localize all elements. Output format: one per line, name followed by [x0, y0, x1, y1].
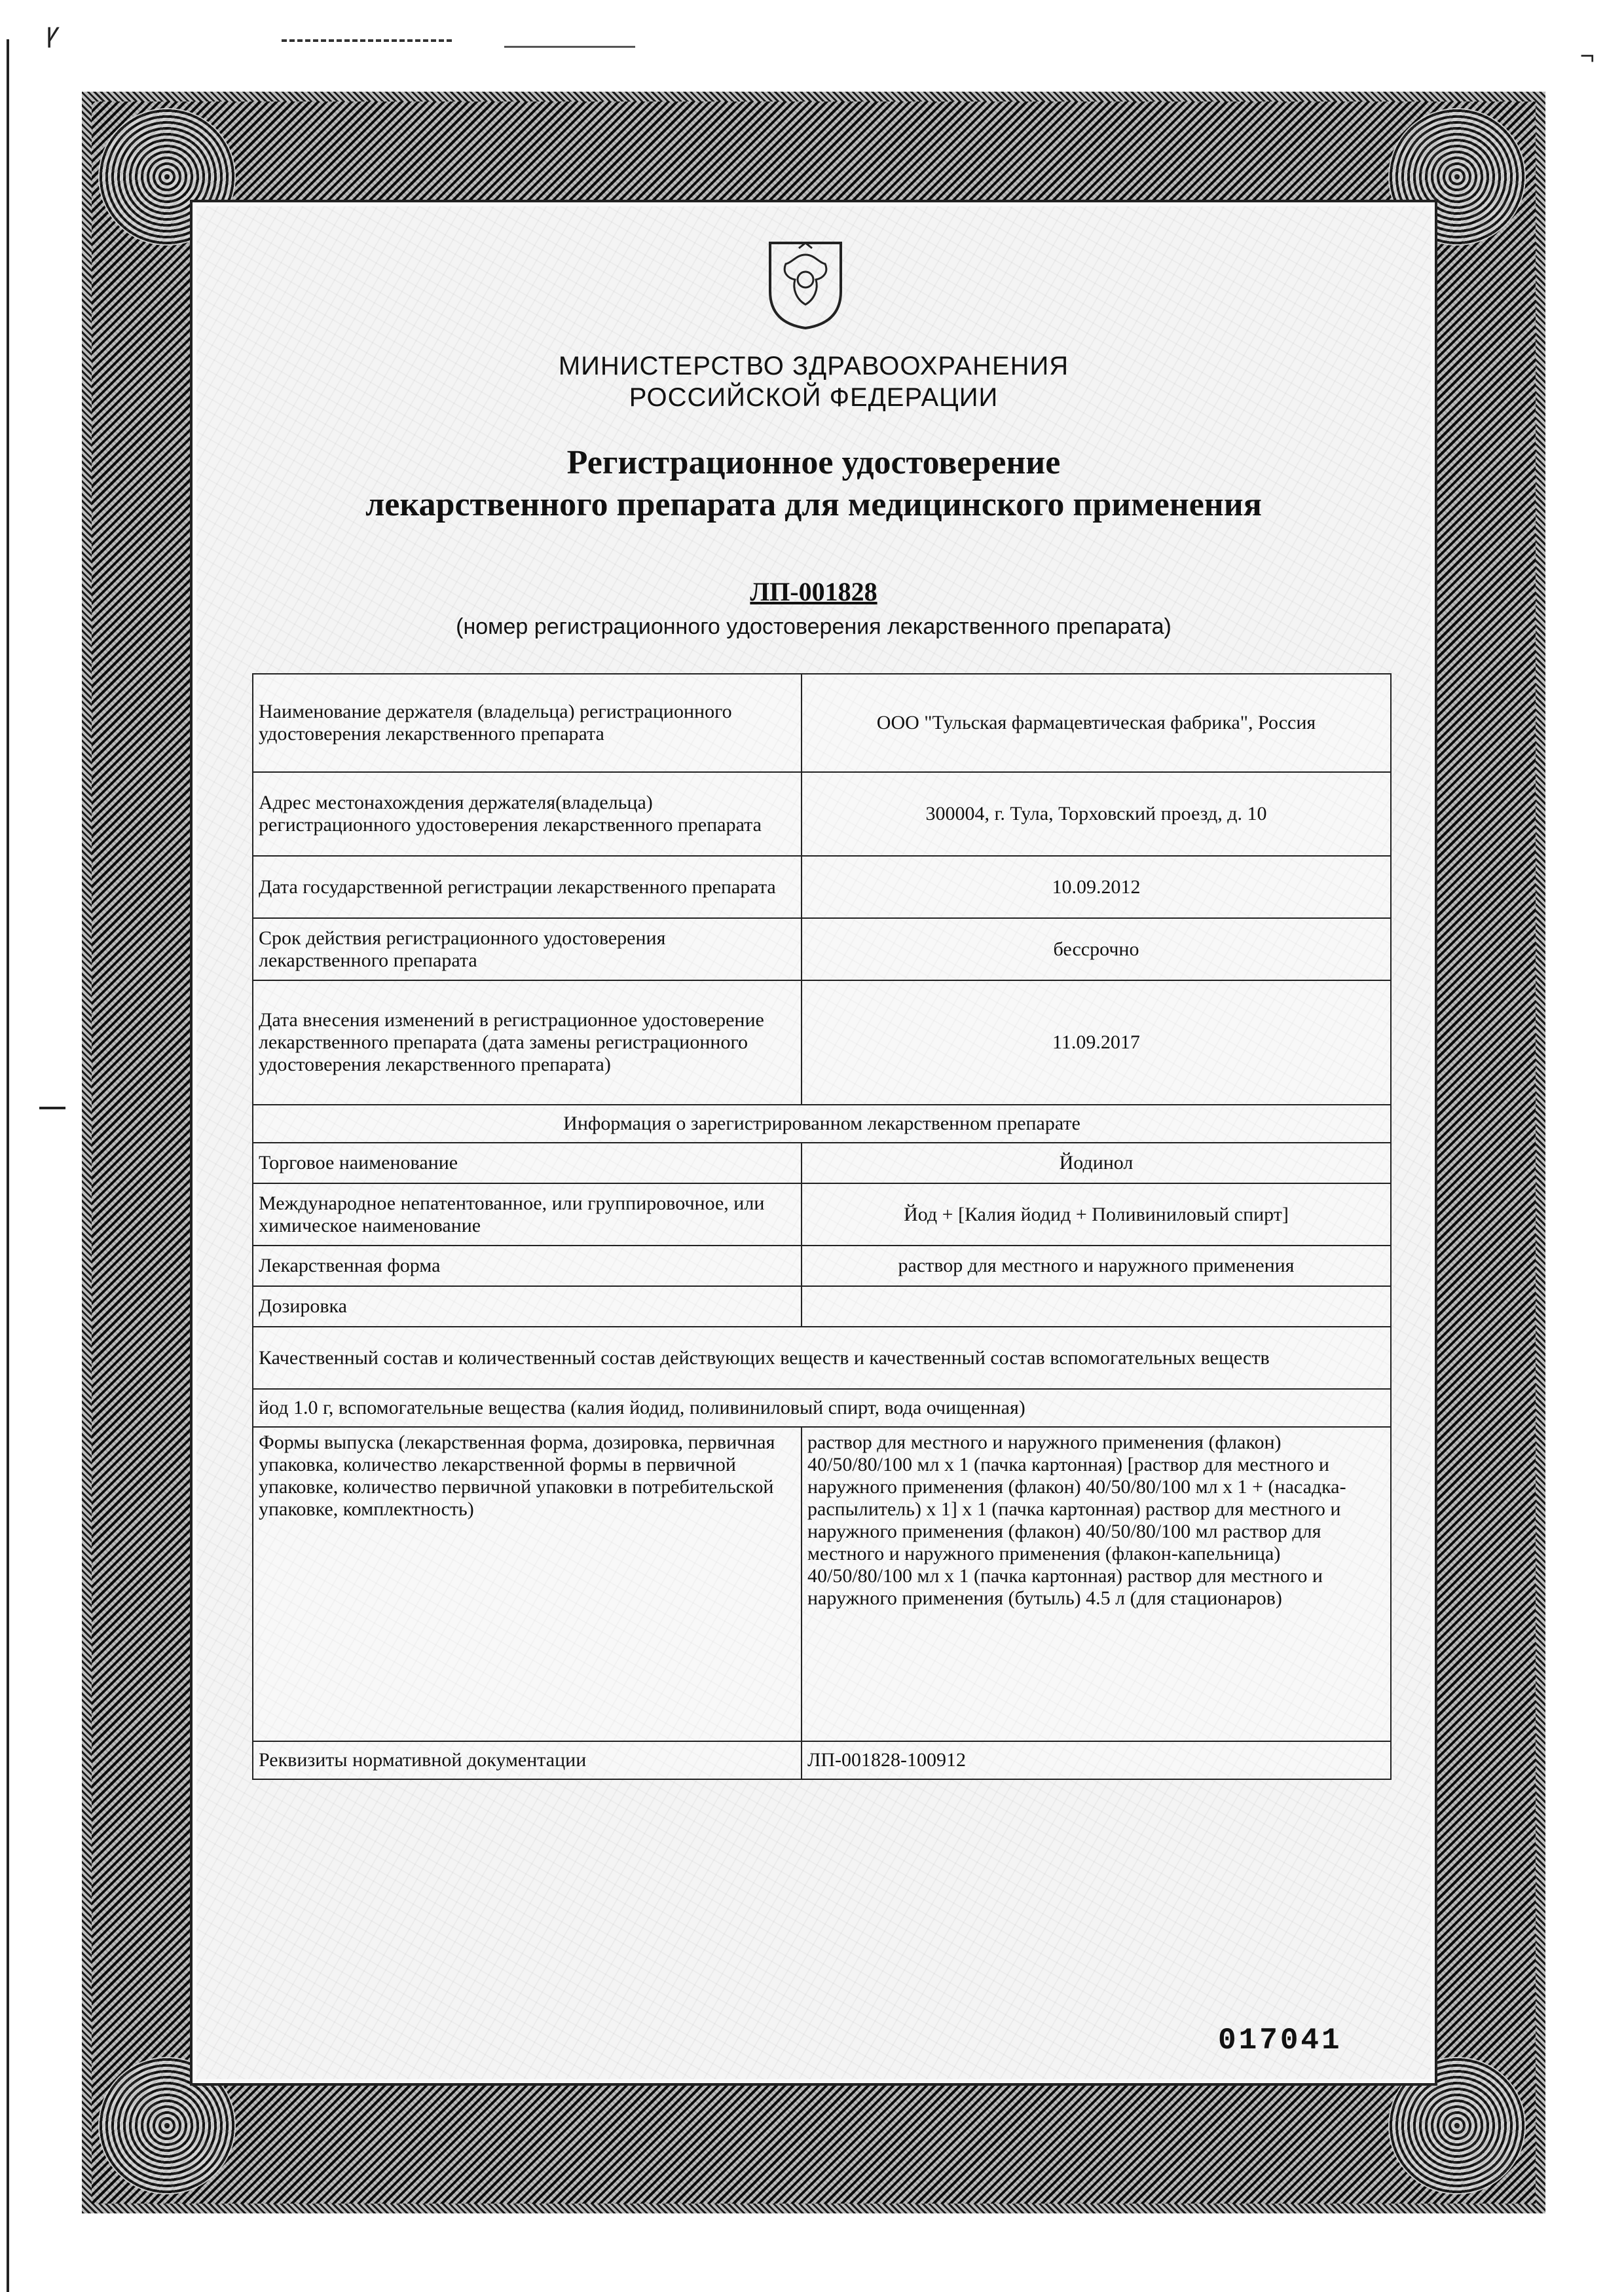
ministry-line-2: РОССИЙСКОЙ ФЕДЕРАЦИИ [629, 383, 999, 412]
table-row [253, 1327, 1391, 1389]
row-label: Международное непатентованное, или группировочное, или химическое наименование [253, 1183, 802, 1246]
row-label: Дата государственной регистрации лекарственного препарата [253, 856, 802, 918]
table-row [253, 1105, 1391, 1143]
table-row [253, 1183, 1391, 1246]
row-label: Срок действия регистрационного удостоверения лекарственного препарата [253, 918, 802, 980]
coat-of-arms-icon [766, 239, 845, 331]
row-value: Йодинол [802, 1143, 1391, 1183]
printer-imprint-strip [255, 2190, 1369, 2200]
info-heading: Информация о зарегистрированном лекарственном препарате [253, 1105, 1391, 1143]
forms-label: Формы выпуска (лекарственная форма, дозировка, первичная упаковка, количество лекарственной формы в первичной упаковке, количество первичной упаковки в потребительской упаковке, комплектность) [253, 1427, 802, 1741]
left-edge-line [7, 39, 14, 2292]
row-value: ООО "Тульская фармацевтическая фабрика", Россия [802, 674, 1391, 772]
row-label: Дозировка [253, 1286, 802, 1327]
table-row [253, 856, 1391, 918]
table-row [253, 1143, 1391, 1183]
ministry-line-1: МИНИСТЕРСТВО ЗДРАВООХРАНЕНИЯ [558, 352, 1069, 380]
normdoc-label: Реквизиты нормативной документации [253, 1741, 802, 1779]
table-row [253, 772, 1391, 856]
row-value: раствор для местного и наружного применения [802, 1246, 1391, 1286]
row-value [802, 1286, 1391, 1327]
table-row [253, 1389, 1391, 1427]
table-row [253, 980, 1391, 1105]
table-row [253, 1427, 1391, 1741]
scan-line-mark [504, 46, 635, 48]
table-row [253, 1741, 1391, 1779]
registration-number: ЛП-001828 [750, 577, 877, 606]
row-label: Адрес местонахождения держателя(владельца) регистрационного удостоверения лекарственного препарата [253, 772, 802, 856]
registration-table [252, 673, 1392, 1780]
corner-scribble: ꝩ [46, 18, 60, 47]
table-row [253, 1246, 1391, 1286]
title-line-2: лекарственного препарата для медицинского применения [365, 486, 1262, 523]
blank-serial-number: 017041 [1218, 2024, 1342, 2058]
fold-mark [39, 1107, 65, 1109]
normdoc-value: ЛП-001828-100912 [802, 1741, 1391, 1779]
row-value: Йод + [Калия йодид + Поливиниловый спирт] [802, 1183, 1391, 1246]
row-value: 300004, г. Тула, Торховский проезд, д. 10 [802, 772, 1391, 856]
row-value: 11.09.2017 [802, 980, 1391, 1105]
scan-line-mark [282, 39, 452, 42]
row-value: 10.09.2012 [802, 856, 1391, 918]
registration-number-caption: (номер регистрационного удостоверения лекарственного препарата) [456, 614, 1172, 639]
table-row [253, 918, 1391, 980]
row-label: Дата внесения изменений в регистрационное удостоверение лекарственного препарата (дата замены регистрационного удостоверения лекарственного препарата) [253, 980, 802, 1105]
title-line-1: Регистрационное удостоверение [566, 444, 1061, 481]
table-row [253, 674, 1391, 772]
row-label: Лекарственная форма [253, 1246, 802, 1286]
document-title [196, 442, 1431, 526]
forms-value: раствор для местного и наружного применения (флакон) 40/50/80/100 мл x 1 (пачка картонная) [раствор для местного и наружного применения (флакон) 40/50/80/100 мл x 1 + (насадка-распылитель) x 1] x 1 (пачка картонная) раствор для местного и наружного применения (флакон) 40/50/80/100 мл раствор для местного и наружного применения (флакон-капельница) 40/50/80/100 мл x 1 (пачка картонная) раствор для местного и наружного применения (бутыль) 4.5 л (для стационаров) [802, 1427, 1391, 1741]
row-label: Наименование держателя (владельца) регистрационного удостоверения лекарственного препарата [253, 674, 802, 772]
corner-mark: ¬ [1579, 43, 1595, 70]
composition-value: йод 1.0 г, вспомогательные вещества (калия йодид, поливиниловый спирт, вода очищенная) [253, 1389, 1391, 1427]
table-row [253, 1286, 1391, 1327]
row-label: Торговое наименование [253, 1143, 802, 1183]
row-value: бессрочно [802, 918, 1391, 980]
ministry-name [196, 350, 1431, 413]
composition-heading: Качественный состав и количественный состав действующих веществ и качественный состав вспомогательных веществ [253, 1327, 1391, 1389]
